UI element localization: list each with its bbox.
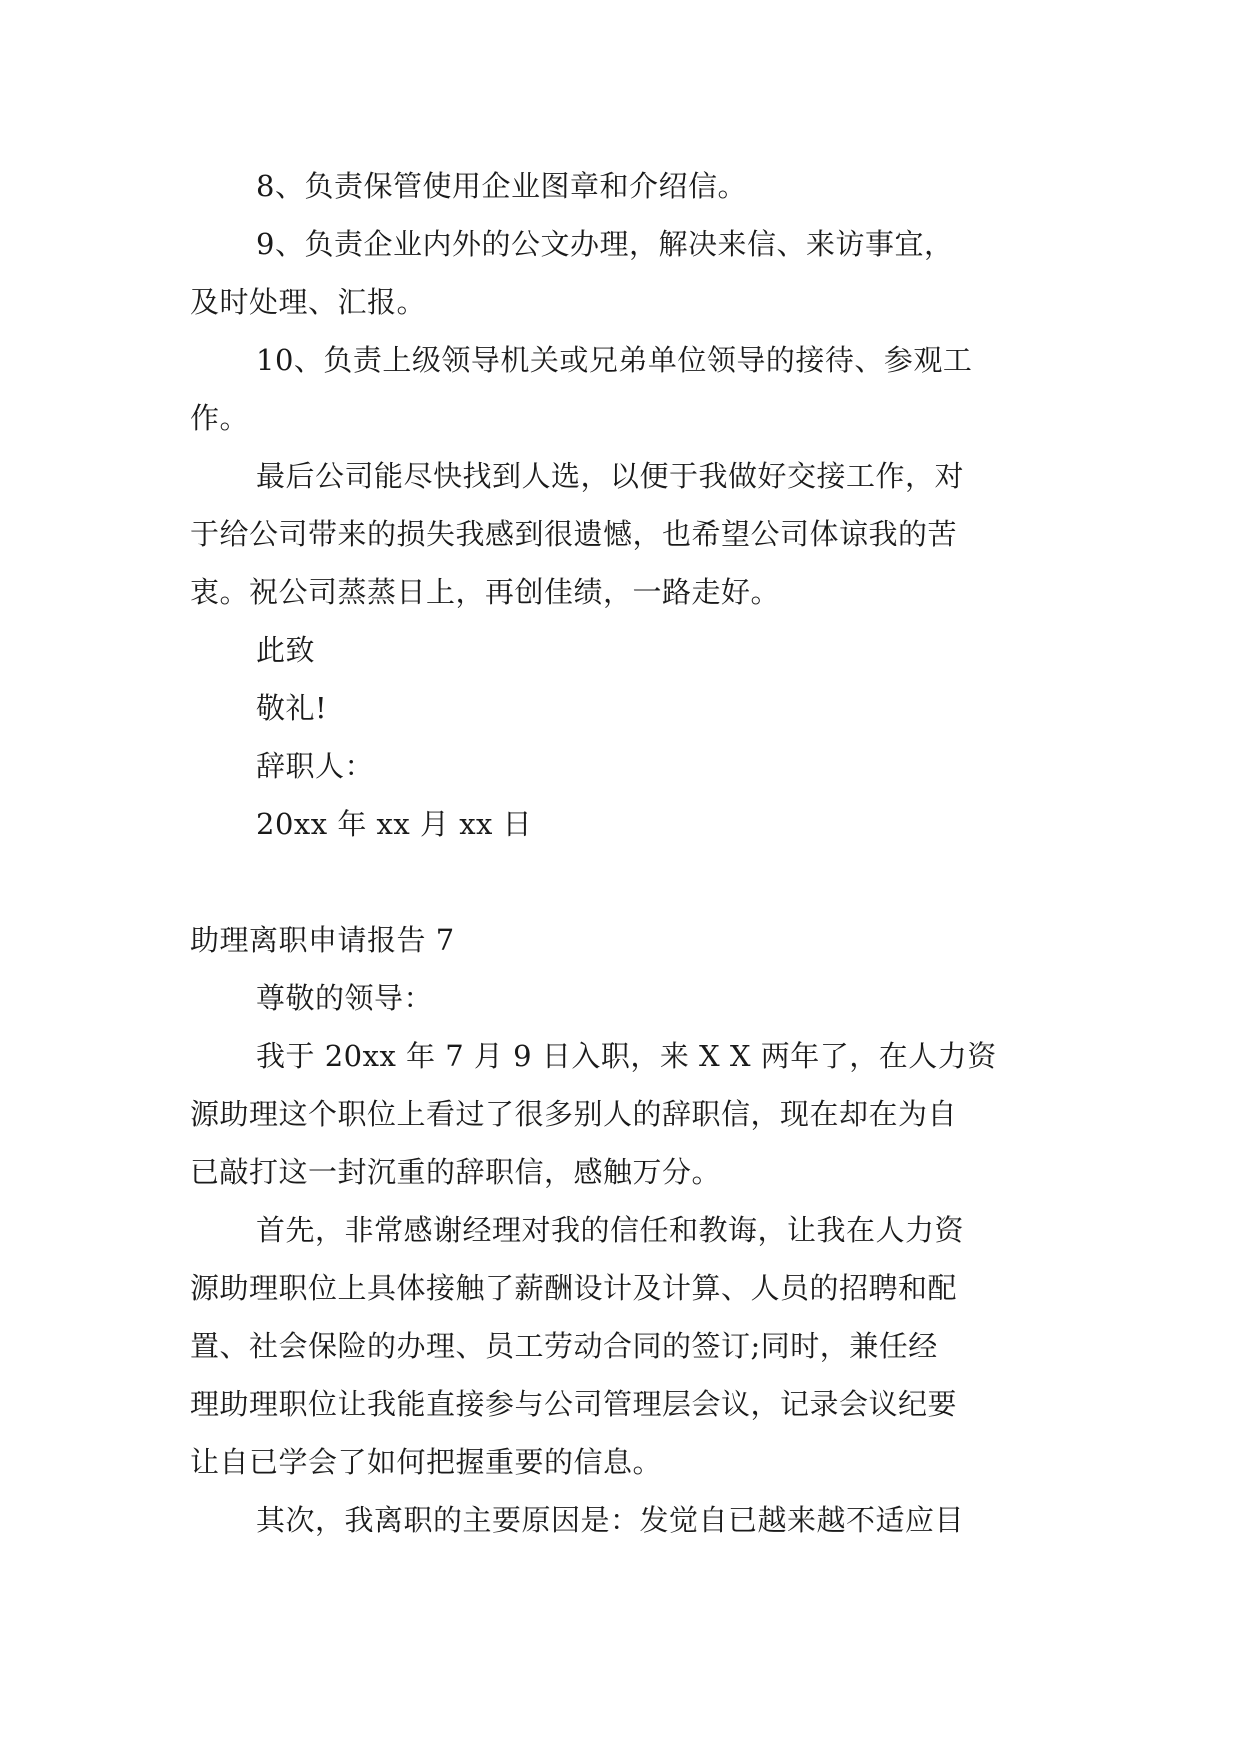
paragraph-line: 其次，我离职的主要原因是：发觉自已越来越不适应目 <box>256 1503 965 1537</box>
closing-line: 敬礼! <box>256 691 328 725</box>
paragraph-line: 让自已学会了如何把握重要的信息。 <box>190 1445 663 1479</box>
paragraph-line: 我于 20xx 年 7 月 9 日入职，来 X X 两年了，在人力资 <box>256 1039 997 1073</box>
paragraph-line: 及时处理、汇报。 <box>190 285 427 319</box>
signature-line: 辞职人： <box>256 749 375 783</box>
paragraph-line: 源助理职位上具体接触了薪酬设计及计算、人员的招聘和配 <box>190 1271 958 1305</box>
paragraph-line: 10、负责上级领导机关或兄弟单位领导的接待、参观工 <box>256 343 973 377</box>
paragraph-line: 于给公司带来的损失我感到很遗憾，也希望公司体谅我的苦 <box>190 517 958 551</box>
paragraph-line: 置、社会保险的办理、员工劳动合同的签订;同时，兼任经 <box>190 1329 938 1363</box>
paragraph-line: 理助理职位让我能直接参与公司管理层会议，记录会议纪要 <box>190 1387 958 1421</box>
section-title: 助理离职申请报告 7 <box>190 923 455 957</box>
paragraph-line: 9、负责企业内外的公文办理，解决来信、来访事宜， <box>256 227 954 261</box>
salutation: 尊敬的领导： <box>256 981 434 1015</box>
paragraph-line: 首先，非常感谢经理对我的信任和教诲，让我在人力资 <box>256 1213 965 1247</box>
date-line: 20xx 年 xx 月 xx 日 <box>256 807 533 841</box>
paragraph-line: 最后公司能尽快找到人选，以便于我做好交接工作，对 <box>256 459 965 493</box>
paragraph-line: 源助理这个职位上看过了很多别人的辞职信，现在却在为自 <box>190 1097 958 1131</box>
paragraph-line: 衷。祝公司蒸蒸日上，再创佳绩，一路走好。 <box>190 575 781 609</box>
closing-line: 此致 <box>256 633 316 667</box>
paragraph-line: 已敲打这一封沉重的辞职信，感触万分。 <box>190 1155 722 1189</box>
paragraph-line: 作。 <box>190 401 250 435</box>
paragraph-line: 8、负责保管使用企业图章和介绍信。 <box>256 169 747 203</box>
